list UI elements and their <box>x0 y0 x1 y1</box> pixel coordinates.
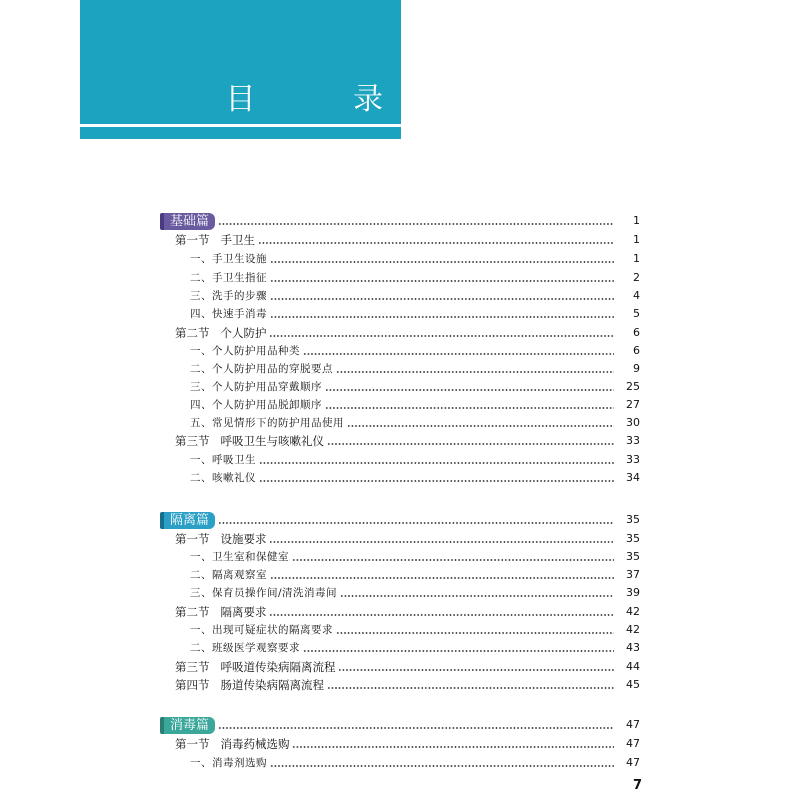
toc-page-number: 47 <box>626 737 640 750</box>
dot-leader <box>327 678 614 696</box>
dot-leader <box>292 737 614 755</box>
toc-page-number: 27 <box>626 398 640 411</box>
toc-page-number: 30 <box>626 416 640 429</box>
toc-item <box>0 378 640 396</box>
toc-page-number: 9 <box>633 362 640 375</box>
toc-item <box>0 269 640 287</box>
toc-page-number: 1 <box>633 214 640 227</box>
toc-label <box>0 511 218 529</box>
title-banner <box>80 0 427 124</box>
toc-page-number: 33 <box>626 453 640 466</box>
toc-page-number: 42 <box>626 605 640 618</box>
toc-part <box>0 716 640 734</box>
dot-leader <box>270 307 614 325</box>
dot-leader <box>269 326 614 344</box>
toc-label: 第二节 个人防护 <box>175 326 267 340</box>
dot-leader <box>259 453 614 471</box>
toc-item <box>0 414 640 432</box>
toc-label: 四、快速手消毒 <box>190 308 267 320</box>
dot-leader <box>270 271 614 289</box>
toc-label: 四、个人防护用品脱卸顺序 <box>190 399 322 411</box>
toc-page-number: 1 <box>633 233 640 246</box>
dot-leader <box>259 471 614 489</box>
toc-label: 一、消毒剂选购 <box>190 757 267 769</box>
dot-leader <box>270 252 614 270</box>
toc-label: 第三节 呼吸道传染病隔离流程 <box>175 660 336 674</box>
toc-label <box>0 716 218 734</box>
part-badge: 消毒篇 <box>160 717 215 734</box>
toc-section <box>0 658 640 676</box>
dot-leader <box>340 586 614 604</box>
toc-item <box>0 342 640 360</box>
toc-page-number: 43 <box>626 641 640 654</box>
toc-page-number: 6 <box>633 326 640 339</box>
dot-leader <box>270 756 614 774</box>
toc-page-number: 47 <box>626 718 640 731</box>
toc-page-number: 33 <box>626 434 640 447</box>
toc-label: 二、咳嗽礼仪 <box>190 472 256 484</box>
toc-label: 第三节 呼吸卫生与咳嗽礼仪 <box>175 434 324 448</box>
toc-item <box>0 566 640 584</box>
toc-label: 三、保育员操作间/清洗消毒间 <box>190 587 338 599</box>
toc-page-number: 42 <box>626 623 640 636</box>
toc-label: 一、手卫生设施 <box>190 253 267 265</box>
title-rule <box>80 127 401 139</box>
toc-page-number: 34 <box>626 471 640 484</box>
dot-leader <box>270 289 614 307</box>
toc-label: 第一节 手卫生 <box>175 233 255 247</box>
toc-label: 一、呼吸卫生 <box>190 454 256 466</box>
toc-item <box>0 396 640 414</box>
toc-item <box>0 360 640 378</box>
toc-item <box>0 639 640 657</box>
toc-page-number: 37 <box>626 568 640 581</box>
toc-page-number: 5 <box>633 307 640 320</box>
toc-label: 五、常见情形下的防护用品使用 <box>190 417 344 429</box>
toc-page-number: 1 <box>633 252 640 265</box>
dot-leader <box>218 718 614 736</box>
toc-section <box>0 603 640 621</box>
dot-leader <box>303 641 614 659</box>
part-badge: 隔离篇 <box>160 512 215 529</box>
dot-leader <box>325 380 614 398</box>
toc-item <box>0 305 640 323</box>
page-number: 7 <box>633 778 643 793</box>
toc-item <box>0 548 640 566</box>
toc-section <box>0 530 640 548</box>
dot-leader <box>336 623 614 641</box>
toc-item <box>0 250 640 268</box>
toc-label: 二、个人防护用品的穿脱要点 <box>190 363 333 375</box>
dot-leader <box>218 214 614 232</box>
toc-page-number: 39 <box>626 586 640 599</box>
toc-label: 第四节 肠道传染病隔离流程 <box>175 678 324 692</box>
toc-item <box>0 754 640 772</box>
dot-leader <box>347 416 614 434</box>
dot-leader <box>218 513 614 531</box>
toc-section <box>0 324 640 342</box>
toc-label: 第二节 隔离要求 <box>175 605 267 619</box>
toc-label: 第一节 设施要求 <box>175 532 267 546</box>
toc-page-number: 35 <box>626 550 640 563</box>
dot-leader <box>269 532 614 550</box>
toc-item <box>0 469 640 487</box>
toc-item <box>0 584 640 602</box>
toc-label: 一、卫生室和保健室 <box>190 551 289 563</box>
toc-item <box>0 451 640 469</box>
dot-leader <box>325 398 614 416</box>
toc-page-number: 47 <box>626 756 640 769</box>
toc-label: 三、个人防护用品穿戴顺序 <box>190 381 322 393</box>
dot-leader <box>258 233 614 251</box>
toc-item <box>0 287 640 305</box>
toc-section <box>0 676 640 694</box>
toc-label: 三、洗手的步骤 <box>190 290 267 302</box>
toc-section <box>0 432 640 450</box>
toc-label <box>0 212 218 230</box>
dot-leader <box>292 550 614 568</box>
toc-label: 二、班级医学观察要求 <box>190 642 300 654</box>
dot-leader <box>270 568 614 586</box>
toc-page-number: 44 <box>626 660 640 673</box>
toc-part <box>0 212 640 230</box>
part-badge: 基础篇 <box>160 213 215 230</box>
toc-label: 第一节 消毒药械选购 <box>175 737 290 751</box>
toc-label: 一、个人防护用品种类 <box>190 345 300 357</box>
toc-page-number: 45 <box>626 678 640 691</box>
toc-page-number: 2 <box>633 271 640 284</box>
toc-label: 一、出现可疑症状的隔离要求 <box>190 624 333 636</box>
page-title: 目 录 <box>225 82 427 117</box>
toc-item <box>0 621 640 639</box>
toc-page-number: 35 <box>626 532 640 545</box>
dot-leader <box>327 434 614 452</box>
dot-leader <box>336 362 614 380</box>
dot-leader <box>303 344 614 362</box>
dot-leader <box>269 605 614 623</box>
toc-page-number: 6 <box>633 344 640 357</box>
toc-section <box>0 231 640 249</box>
toc-part <box>0 511 640 529</box>
toc-label: 二、隔离观察室 <box>190 569 267 581</box>
toc-section <box>0 735 640 753</box>
toc-page-number: 25 <box>626 380 640 393</box>
toc-page-number: 35 <box>626 513 640 526</box>
toc-page-number: 4 <box>633 289 640 302</box>
toc-label: 二、手卫生指征 <box>190 272 267 284</box>
dot-leader <box>338 660 614 678</box>
